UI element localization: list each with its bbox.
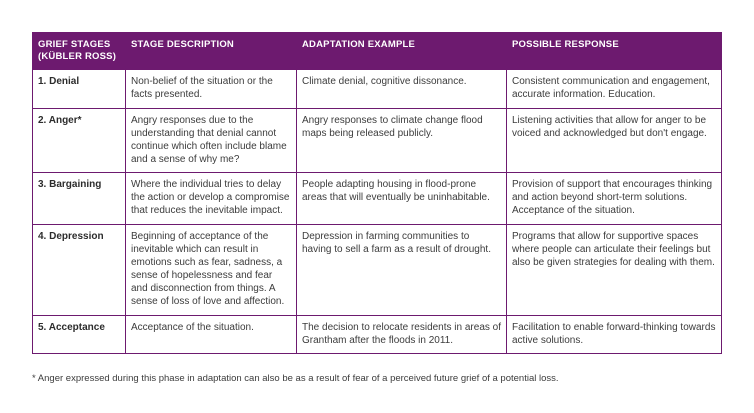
response-cell: Programs that allow for supportive spaces where people can articulate their feelings but also be given strategies for dealing with them. xyxy=(507,225,722,316)
grief-stages-table-container xyxy=(32,32,721,354)
header-grief-stages: GRIEF STAGES (KÜBLER ROSS) xyxy=(33,33,126,70)
table-row xyxy=(33,225,722,316)
table-header-row xyxy=(33,33,722,70)
description-cell: Where the individual tries to delay the action or develop a compromise that reduces the inevitable impact. xyxy=(126,173,297,225)
stage-cell: 4. Depression xyxy=(33,225,126,316)
description-cell: Non-belief of the situation or the facts presented. xyxy=(126,70,297,109)
header-stage-description: STAGE DESCRIPTION xyxy=(126,33,297,70)
description-cell: Beginning of acceptance of the inevitable which can result in emotions such as fear, sadness, a sense of hopelessness and fear and disconnection from things. A sense of loss of love and affection. xyxy=(126,225,297,316)
header-possible-response: POSSIBLE RESPONSE xyxy=(507,33,722,70)
response-cell: Listening activities that allow for anger to be voiced and acknowledged but don't engage. xyxy=(507,109,722,173)
example-cell: The decision to relocate residents in areas of Grantham after the floods in 2011. xyxy=(297,316,507,354)
table-row xyxy=(33,70,722,109)
example-cell: Angry responses to climate change flood maps being released publicly. xyxy=(297,109,507,173)
response-cell: Consistent communication and engagement, accurate information. Education. xyxy=(507,70,722,109)
table-row xyxy=(33,173,722,225)
anger-footnote: * Anger expressed during this phase in adaptation can also be as a result of fear of a perceived future grief of a potential loss. xyxy=(32,373,559,384)
stage-cell: 2. Anger* xyxy=(33,109,126,173)
stage-cell: 5. Acceptance xyxy=(33,316,126,354)
response-cell: Facilitation to enable forward-thinking towards active solutions. xyxy=(507,316,722,354)
stage-cell: 1. Denial xyxy=(33,70,126,109)
table-row xyxy=(33,109,722,173)
grief-stages-table xyxy=(32,32,722,354)
example-cell: People adapting housing in flood-prone areas that will eventually be uninhabitable. xyxy=(297,173,507,225)
example-cell: Climate denial, cognitive dissonance. xyxy=(297,70,507,109)
response-cell: Provision of support that encourages thinking and action beyond short-term solutions. Acceptance of the situation. xyxy=(507,173,722,225)
example-cell: Depression in farming communities to having to sell a farm as a result of drought. xyxy=(297,225,507,316)
description-cell: Angry responses due to the understanding that denial cannot continue which often include blame and a sense of why me? xyxy=(126,109,297,173)
description-cell: Acceptance of the situation. xyxy=(126,316,297,354)
stage-cell: 3. Bargaining xyxy=(33,173,126,225)
table-row xyxy=(33,316,722,354)
header-adaptation-example: ADAPTATION EXAMPLE xyxy=(297,33,507,70)
